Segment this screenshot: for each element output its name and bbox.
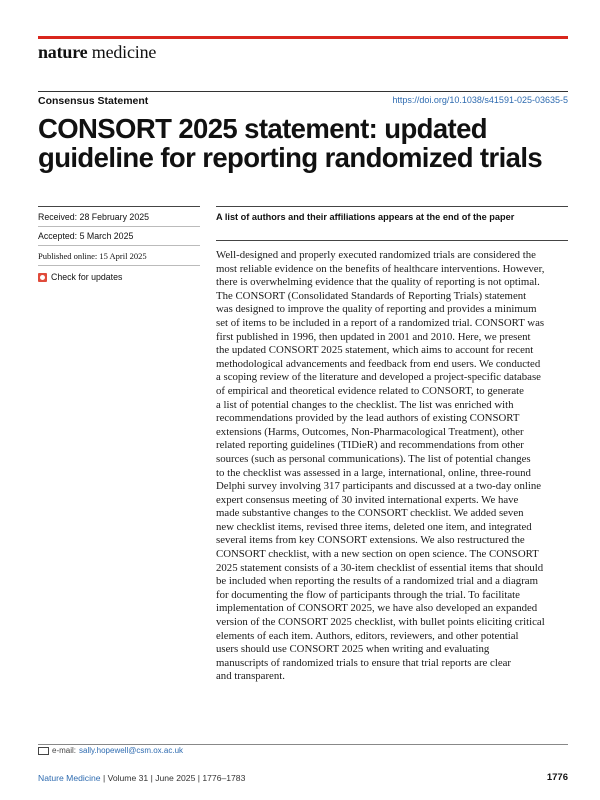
abstract-line: extensions (Harms, Outcomes, Non-Pharmacological Treatment), other xyxy=(216,425,524,438)
abstract-line: The CONSORT (Consolidated Standards of Reporting Trials) statement xyxy=(216,289,527,302)
email-link[interactable]: sally.hopewell@csm.ox.ac.uk xyxy=(79,746,184,755)
abstract-line: implementation of CONSORT 2025, we have also developed an expanded xyxy=(216,602,538,615)
abstract-line: Delphi survey involving 317 participants and discussed at a two-day online xyxy=(216,480,542,493)
abstract-line: several items from key CONSORT extensions. We also restructured the xyxy=(216,534,525,547)
abstract-line: a list of potential changes to the checklist. The list was enriched with xyxy=(216,398,514,411)
footer-issue-info: | Volume 31 | June 2025 | 1776–1783 xyxy=(100,773,246,783)
article-title xyxy=(38,114,568,172)
check-for-updates-button[interactable] xyxy=(38,272,122,282)
abstract-line: version of the CONSORT 2025 checklist, with bullet points eliciting critical xyxy=(216,616,545,629)
published-date: Published online: 15 April 2025 xyxy=(38,251,147,261)
abstract-line: was designed to improve the quality of reporting and provides a minimum xyxy=(216,303,537,316)
abstract-line: and transparent. xyxy=(216,670,285,683)
abstract-line: methodological advancements and feedback from end users. We conducted xyxy=(216,357,541,370)
page-number: 1776 xyxy=(546,772,568,783)
abstract-line: expert consensus meeting of 30 invited international experts. We have xyxy=(216,493,519,506)
abstract-line: be included when reporting the results of a randomized trial and a diagram xyxy=(216,575,538,588)
abstract-line: for documenting the flow of participants through the trial. To facilitate xyxy=(216,588,520,601)
abstract-line: there is overwhelming evidence that the quality of reporting is not optimal. xyxy=(216,276,540,289)
accepted-date: Accepted: 5 March 2025 xyxy=(38,231,134,241)
abstract-line: recommendations provided by the lead authors of existing CONSORT xyxy=(216,412,520,425)
authors-note: A list of authors and their affiliations appears at the end of the paper xyxy=(216,212,515,222)
doi-link[interactable]: https://doi.org/10.1038/s41591-025-03635-5 xyxy=(392,95,568,105)
email-label: e-mail: xyxy=(52,746,77,755)
check-for-updates-label: Check for updates xyxy=(51,272,123,282)
main-divider xyxy=(216,206,568,207)
abstract-line: related reporting guidelines (TIDieR) and recommendations from other xyxy=(216,439,524,452)
abstract-line: to the checklist was assessed in a large, international, online, three-round xyxy=(216,466,531,479)
abstract-line: Well-designed and properly executed randomized trials are considered the xyxy=(216,249,536,261)
envelope-icon xyxy=(38,747,49,755)
meta-divider xyxy=(38,265,200,266)
meta-divider xyxy=(38,226,200,227)
abstract-line: the updated CONSORT 2025 statement, which aims to account for recent xyxy=(216,344,534,357)
title-line-1: CONSORT 2025 statement: updated xyxy=(38,113,487,144)
abstract-divider xyxy=(216,240,568,241)
abstract-line: CONSORT checklist, with a new section on open science. The CONSORT xyxy=(216,548,539,561)
received-date: Received: 28 February 2025 xyxy=(38,212,150,222)
abstract-line: elements of each item. Authors, editors, reviewers, and other potential xyxy=(216,629,519,642)
abstract-line: of empirical and theoretical evidence related to CONSORT, to generate xyxy=(216,384,524,397)
footnote-divider xyxy=(38,744,568,745)
abstract-text xyxy=(216,249,568,684)
correspondence-email xyxy=(38,746,183,755)
abstract-line: first published in 1996, then updated in 2001 and 2010. Here, we present xyxy=(216,330,531,343)
abstract-line: a scoping review of the literature and developed a project-specific database xyxy=(216,371,541,384)
check-for-updates-icon xyxy=(38,273,47,282)
journal-accent-rule xyxy=(38,36,568,39)
abstract-line: 2025 statement consists of a 30-item checklist of essential items that should xyxy=(216,561,544,574)
abstract-line: new checklist items, revised three items, deleted one item, and integrated xyxy=(216,520,532,533)
abstract-line: made substantive changes to the CONSORT checklist. We added seven xyxy=(216,507,524,520)
page-footer xyxy=(38,773,245,783)
header-divider xyxy=(38,91,568,92)
abstract-line: most reliable evidence on the benefits of healthcare interventions. However, xyxy=(216,262,545,275)
abstract-line: set of items to be included in a report of a randomized trial. CONSORT was xyxy=(216,316,545,329)
abstract-line: manuscripts of randomized trials to ensure that trial reports are clear xyxy=(216,656,512,669)
journal-logo: nature medicine xyxy=(38,42,157,62)
abstract-line: users should use CONSORT 2025 when writing and evaluating xyxy=(216,643,490,656)
article-type-label: Consensus Statement xyxy=(38,95,149,107)
sidebar-divider xyxy=(38,206,200,207)
footer-journal-link[interactable]: Nature Medicine xyxy=(38,773,101,783)
title-line-2: guideline for reporting randomized trials xyxy=(38,142,543,173)
abstract-line: sources (such as personal communications). The list of potential changes xyxy=(216,452,531,465)
meta-divider xyxy=(38,245,200,246)
